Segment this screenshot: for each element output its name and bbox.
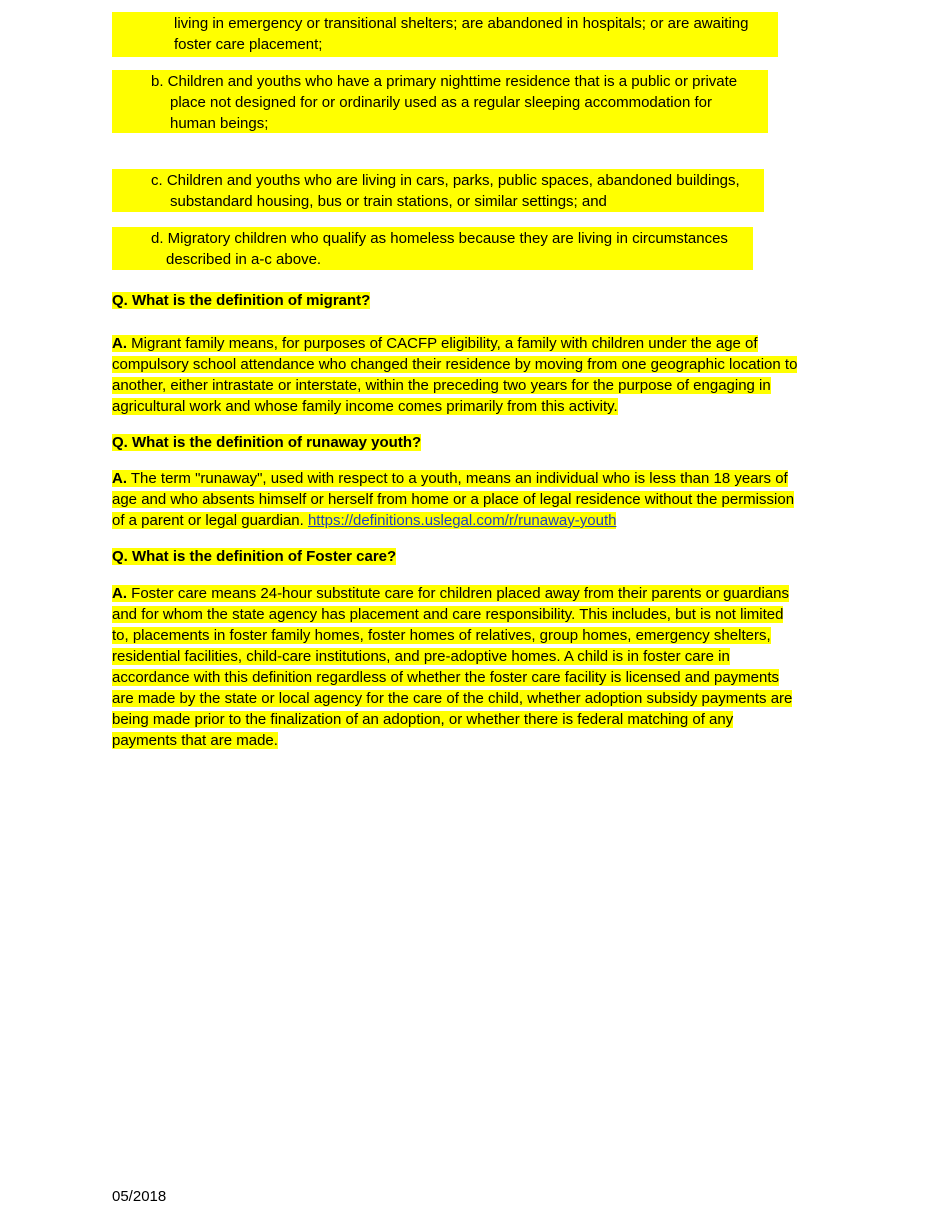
answer-runaway-line-2 (112, 489, 794, 510)
answer-foster-text-8: payments that are made. (112, 732, 278, 749)
list-d-line-1: d. Migratory children who qualify as homeless because they are living in circumstances (151, 230, 728, 247)
answer-foster-line-4 (112, 646, 730, 667)
footer-date: 05/2018 (112, 1188, 167, 1205)
question-runaway-text: Q. What is the definition of runaway youth? (112, 434, 422, 451)
answer-runaway-label: A. (112, 470, 127, 487)
answer-foster-text-7: being made prior to the finalization of an adoption, or whether there is federal matching of any (112, 711, 734, 728)
answer-migrant-text-3: another, either intrastate or interstate, within the preceding two years for the purpose of engaging in (112, 377, 771, 394)
answer-migrant-text-4: agricultural work and whose family income comes primarily from this activity. (112, 398, 618, 415)
answer-foster-text-1: Foster care means 24-hour substitute care for children placed away from their parents or guardians (127, 585, 789, 602)
list-a-line-1: living in emergency or transitional shelters; are abandoned in hospitals; or are awaiting (174, 15, 749, 32)
answer-foster-label: A. (112, 585, 127, 602)
question-runaway (112, 432, 421, 453)
list-b-line-2: place not designed for or ordinarily used as a regular sleeping accommodation for (170, 94, 712, 111)
answer-migrant-line-4 (112, 396, 618, 417)
answer-foster-line-3 (112, 625, 771, 646)
list-b-line-1: b. Children and youths who have a primary nighttime residence that is a public or private (151, 73, 738, 90)
answer-migrant-text-2: compulsory school attendance who changed their residence by moving from one geographic location to (112, 356, 798, 373)
answer-migrant-line-1 (112, 333, 758, 354)
answer-runaway-line-3 (112, 510, 616, 531)
answer-foster-line-8 (112, 730, 278, 751)
runaway-youth-link[interactable]: https://definitions.uslegal.com/r/runaway-youth (307, 512, 617, 529)
question-migrant (112, 290, 370, 311)
list-c-line-2: substandard housing, bus or train stations, or similar settings; and (170, 193, 607, 210)
answer-foster-text-3: to, placements in foster family homes, foster homes of relatives, group homes, emergency shelters, (112, 627, 771, 644)
list-c-line-1: c. Children and youths who are living in cars, parks, public spaces, abandoned buildings, (151, 172, 740, 189)
answer-foster-line-2 (112, 604, 783, 625)
answer-runaway-text-2: age and who absents himself or herself from home or a place of legal residence without the permission (112, 491, 795, 508)
answer-foster-line-1 (112, 583, 789, 604)
answer-runaway-text-1: The term "runaway", used with respect to a youth, means an individual who is less than 18 years of (127, 470, 788, 487)
answer-migrant-label: A. (112, 335, 127, 352)
answer-migrant-line-2 (112, 354, 797, 375)
list-d-line-2: described in a-c above. (166, 251, 322, 268)
answer-foster-line-6 (112, 688, 792, 709)
question-foster (112, 546, 396, 567)
answer-foster-text-6: are made by the state or local agency for the care of the child, whether adoption subsidy payments are (112, 690, 793, 707)
answer-foster-text-2: and for whom the state agency has placement and care responsibility. This includes, but is not limited (112, 606, 784, 623)
answer-foster-line-7 (112, 709, 733, 730)
answer-foster-text-4: residential facilities, child-care institutions, and pre-adoptive homes. A child is in foster care in (112, 648, 730, 665)
question-migrant-text: Q. What is the definition of migrant? (112, 292, 371, 309)
answer-migrant-line-3 (112, 375, 771, 396)
question-foster-text: Q. What is the definition of Foster care? (112, 548, 397, 565)
answer-runaway-line-1 (112, 468, 788, 489)
answer-runaway-text-3: of a parent or legal guardian. (112, 512, 308, 529)
answer-foster-line-5 (112, 667, 779, 688)
list-a-line-2: foster care placement; (174, 36, 323, 53)
answer-migrant-text-1: Migrant family means, for purposes of CACFP eligibility, a family with children under the age of (127, 335, 758, 352)
list-b-line-3: human beings; (170, 115, 269, 132)
answer-foster-text-5: accordance with this definition regardless of whether the foster care facility is licensed and payments (112, 669, 780, 686)
